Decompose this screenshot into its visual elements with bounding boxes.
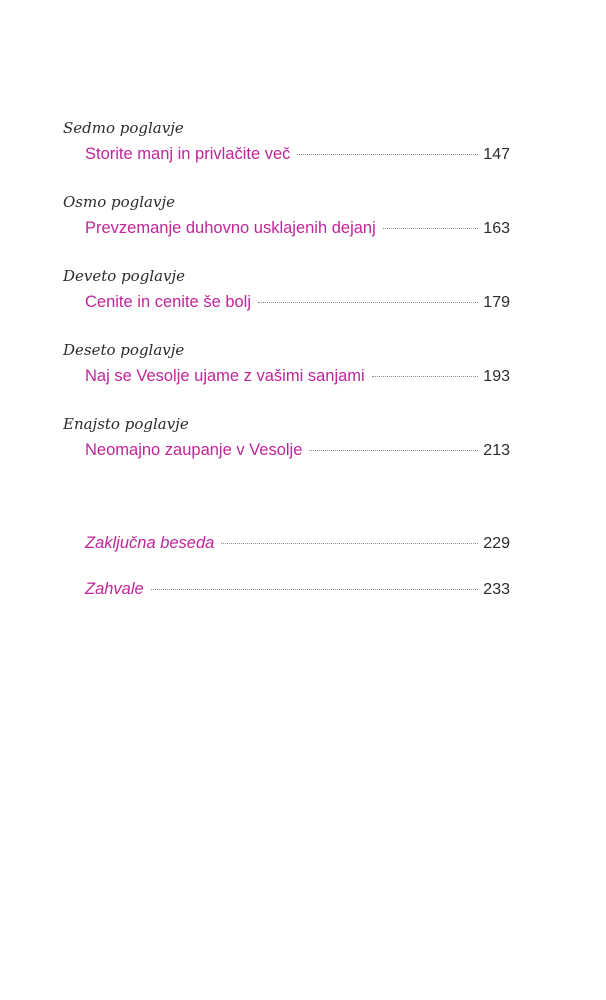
toc-entry-title[interactable]: Neomajno zaupanje v Vesolje (85, 441, 303, 459)
chapter-label: Osmo poglavje (63, 193, 175, 211)
toc-entry[interactable] (85, 293, 510, 315)
toc-entry[interactable] (85, 219, 510, 241)
toc-entry[interactable] (85, 441, 510, 463)
dot-leader (309, 450, 478, 451)
page-number: 163 (483, 220, 510, 237)
chapter-label: Deseto poglavje (63, 341, 185, 359)
dot-leader (258, 302, 478, 303)
dot-leader (383, 228, 479, 229)
page-number: 233 (483, 581, 510, 598)
page-number: 193 (483, 368, 510, 385)
dot-leader (221, 543, 478, 544)
toc-entry-closing[interactable] (85, 534, 510, 556)
toc-entry[interactable] (85, 145, 510, 167)
toc-entry-title[interactable]: Prevzemanje duhovno usklajenih dejanj (85, 219, 376, 237)
toc-entry-title[interactable]: Zaključna beseda (85, 534, 215, 552)
page-number: 229 (483, 535, 510, 552)
dot-leader (372, 376, 479, 377)
dot-leader (151, 589, 479, 590)
dot-leader (297, 154, 478, 155)
toc-entry-acknowledgements[interactable] (85, 580, 510, 602)
toc-entry-title[interactable]: Zahvale (85, 580, 144, 598)
toc-entry-title[interactable]: Cenite in cenite še bolj (85, 293, 252, 311)
chapter-label: Sedmo poglavje (63, 119, 184, 137)
chapter-label: Deveto poglavje (63, 267, 186, 285)
page-number: 179 (483, 294, 510, 311)
chapter-label: Enajsto poglavje (63, 415, 189, 433)
page-number: 147 (483, 146, 510, 163)
page-number: 213 (483, 442, 510, 459)
toc-entry-title[interactable]: Storite manj in privlačite več (85, 145, 291, 163)
toc-entry-title[interactable]: Naj se Vesolje ujame z vašimi sanjami (85, 367, 365, 385)
toc-entry[interactable] (85, 367, 510, 389)
